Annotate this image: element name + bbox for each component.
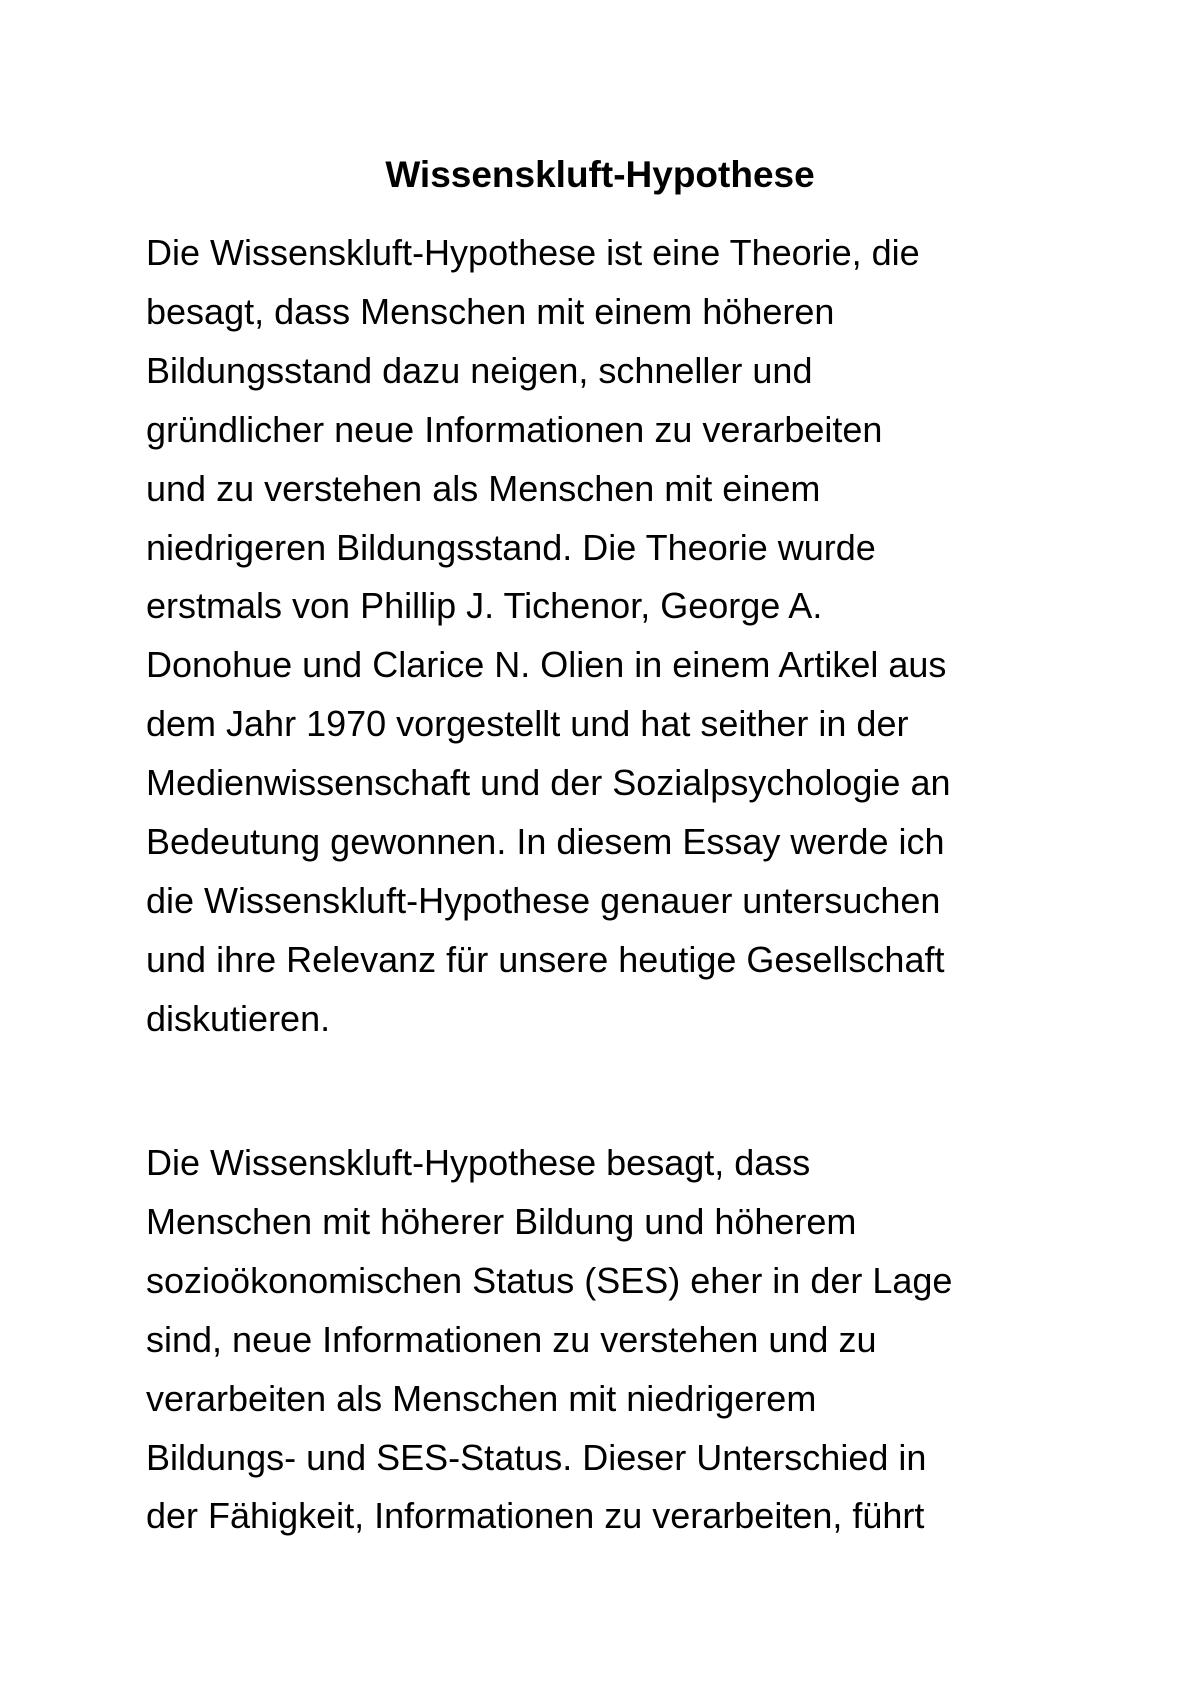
paragraph-line: und zu verstehen als Menschen mit einem [146, 467, 821, 509]
paragraph-line: Bedeutung gewonnen. In diesem Essay werde ich [146, 821, 945, 863]
paragraph-line: sozioökonomischen Status (SES) eher in der Lage [146, 1259, 953, 1301]
paragraph-line: besagt, dass Menschen mit einem höheren [146, 290, 835, 332]
paragraph-line: Medienwissenschaft und der Sozialpsychologie an [146, 762, 951, 804]
paragraph-line: Bildungsstand dazu neigen, schneller und [146, 349, 813, 391]
paragraph-line: Bildungs- und SES-Status. Dieser Unterschied in [146, 1436, 927, 1478]
paragraph-line: Menschen mit höherer Bildung und höherem [146, 1200, 857, 1242]
document-title: Wissenskluft-Hypothese [385, 154, 815, 195]
paragraph-line: Donohue und Clarice N. Olien in einem Artikel aus [146, 644, 947, 686]
paragraph-line: erstmals von Phillip J. Tichenor, George A. [146, 585, 823, 627]
paragraph-line: Die Wissenskluft-Hypothese ist eine Theorie, die [146, 232, 920, 273]
paragraph-line: und ihre Relevanz für unsere heutige Gesellschaft [146, 938, 945, 980]
paragraph-line: verarbeiten als Menschen mit niedrigerem [146, 1377, 817, 1419]
paragraph-line: die Wissenskluft-Hypothese genauer untersuchen [146, 879, 941, 921]
paragraph-line: diskutieren. [146, 997, 331, 1039]
paragraph-line: niedrigeren Bildungsstand. Die Theorie wurde [146, 526, 876, 568]
paragraph-line: sind, neue Informationen zu verstehen und zu [146, 1318, 877, 1360]
paragraph-line: gründlicher neue Informationen zu verarbeiten [146, 408, 883, 450]
paragraph-line: Die Wissenskluft-Hypothese besagt, dass [146, 1142, 811, 1183]
paragraph-2 [146, 1134, 1076, 1546]
paragraph-1 [146, 224, 1076, 1049]
paragraph-line: dem Jahr 1970 vorgestellt und hat seither in der [146, 703, 909, 745]
paragraph-line: der Fähigkeit, Informationen zu verarbeiten, führt [146, 1495, 925, 1537]
